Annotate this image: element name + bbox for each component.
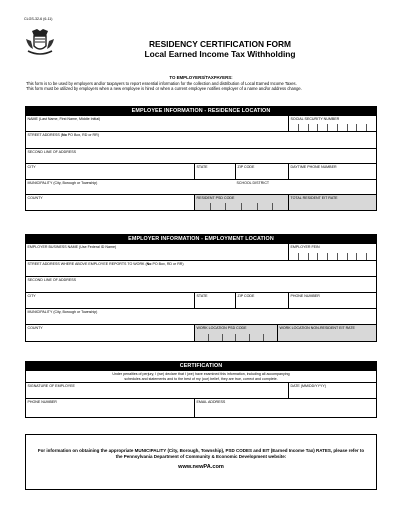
date-field[interactable]: DATE (MM/DD/YYYY) bbox=[288, 383, 376, 398]
certification-heading: CERTIFICATION bbox=[26, 362, 376, 371]
employer-business-name-field[interactable]: EMPLOYER BUSINESS NAME (Use Federal ID Name) bbox=[27, 245, 117, 249]
intro-line-2: This form must be utilized by employers when a new employee is hired or when a current employee notifies employer of a name and/or address change. bbox=[26, 86, 302, 92]
website-link[interactable]: www.newPA.com bbox=[178, 464, 224, 470]
employee-state-field[interactable]: STATE bbox=[194, 164, 235, 179]
employee-municipality-field[interactable]: MUNICIPALITY (City, Borough or Township) bbox=[27, 181, 98, 185]
employee-school-district-field[interactable]: SCHOOL DISTRICT bbox=[236, 181, 270, 185]
employee-address-line2-field[interactable]: SECOND LINE OF ADDRESS bbox=[27, 150, 77, 154]
employer-eit-rate-field[interactable]: WORK LOCATION NON-RESIDENT EIT RATE bbox=[277, 325, 376, 341]
intro-heading: TO EMPLOYERS/TAXPAYERS: bbox=[169, 75, 233, 80]
employee-ssn-field[interactable]: SOCIAL SECURITY NUMBER bbox=[288, 116, 376, 131]
employer-psd-code-field[interactable]: WORK LOCATION PSD CODE bbox=[194, 325, 277, 341]
page-subtitle: Local Earned Income Tax Withholding bbox=[144, 49, 296, 59]
employer-address-line2-field[interactable]: SECOND LINE OF ADDRESS bbox=[27, 278, 77, 282]
signature-field[interactable]: SIGNATURE OF EMPLOYEE bbox=[27, 384, 75, 389]
employee-name-field[interactable]: NAME (Last Name, First Name, Middle Initial) bbox=[27, 117, 101, 121]
page-title: RESIDENCY CERTIFICATION FORM bbox=[148, 39, 292, 49]
employee-eit-rate-field[interactable]: TOTAL RESIDENT EIT RATE bbox=[288, 195, 376, 210]
employer-street-field[interactable]: STREET ADDRESS WHERE ABOVE EMPLOYEE REPORTS TO WORK (No PO Box, RD or RR) bbox=[27, 262, 184, 266]
employer-fein-field[interactable]: EMPLOYER FEIN bbox=[288, 244, 376, 260]
intro-text bbox=[26, 81, 376, 91]
employee-section-heading: EMPLOYEE INFORMATION - RESIDENCE LOCATION bbox=[26, 107, 376, 116]
employer-phone-field[interactable]: PHONE NUMBER bbox=[288, 293, 376, 308]
employee-section bbox=[25, 106, 377, 211]
email-field[interactable]: EMAIL ADDRESS bbox=[194, 399, 376, 417]
employee-phone-field[interactable]: DAYTIME PHONE NUMBER bbox=[288, 164, 376, 179]
employer-state-field[interactable]: STATE bbox=[194, 293, 235, 308]
employee-psd-code-field[interactable]: RESIDENT PSD CODE bbox=[194, 195, 288, 210]
footer-text: For information on obtaining the appropriate MUNICIPALITY (City, Borough, Township), PSD CODES and EIT (Earned Income Tax) RATES, please refer to the Pennsylvania Department of Community & Economic Development website: bbox=[37, 448, 365, 459]
employer-county-field[interactable]: COUNTY bbox=[27, 326, 43, 330]
employer-municipality-field[interactable]: MUNICIPALITY (City, Borough or Township) bbox=[27, 310, 98, 314]
employee-county-field[interactable]: COUNTY bbox=[27, 196, 43, 200]
intro-line-1: This form is to be used by employers and/or taxpayers to report essential information for the collection and distribution of Local Earned Income Taxes. bbox=[26, 81, 297, 86]
form-number: CLGS-32-6 (6-11) bbox=[24, 17, 53, 21]
employee-street-field[interactable]: STREET ADDRESS (No PO Box, RD or RR) bbox=[27, 133, 99, 137]
certification-statement: Under penalties of perjury, I (we) declare that I (we) have examined this information, including all accompanying schedules and statements and to the best of my (our) belief, they are true, correct and complete. bbox=[112, 372, 290, 381]
employer-zip-field[interactable]: ZIP CODE bbox=[235, 293, 288, 308]
cert-phone-field[interactable]: PHONE NUMBER bbox=[27, 400, 57, 405]
info-footer bbox=[25, 434, 377, 490]
employer-city-field[interactable]: CITY bbox=[27, 294, 36, 298]
employee-zip-field[interactable]: ZIP CODE bbox=[235, 164, 288, 179]
employer-section-heading: EMPLOYER INFORMATION - EMPLOYMENT LOCATION bbox=[26, 235, 376, 244]
pennsylvania-seal-icon bbox=[24, 27, 56, 57]
employee-city-field[interactable]: CITY bbox=[27, 165, 36, 169]
certification-section bbox=[25, 361, 377, 418]
employer-section bbox=[25, 234, 377, 342]
